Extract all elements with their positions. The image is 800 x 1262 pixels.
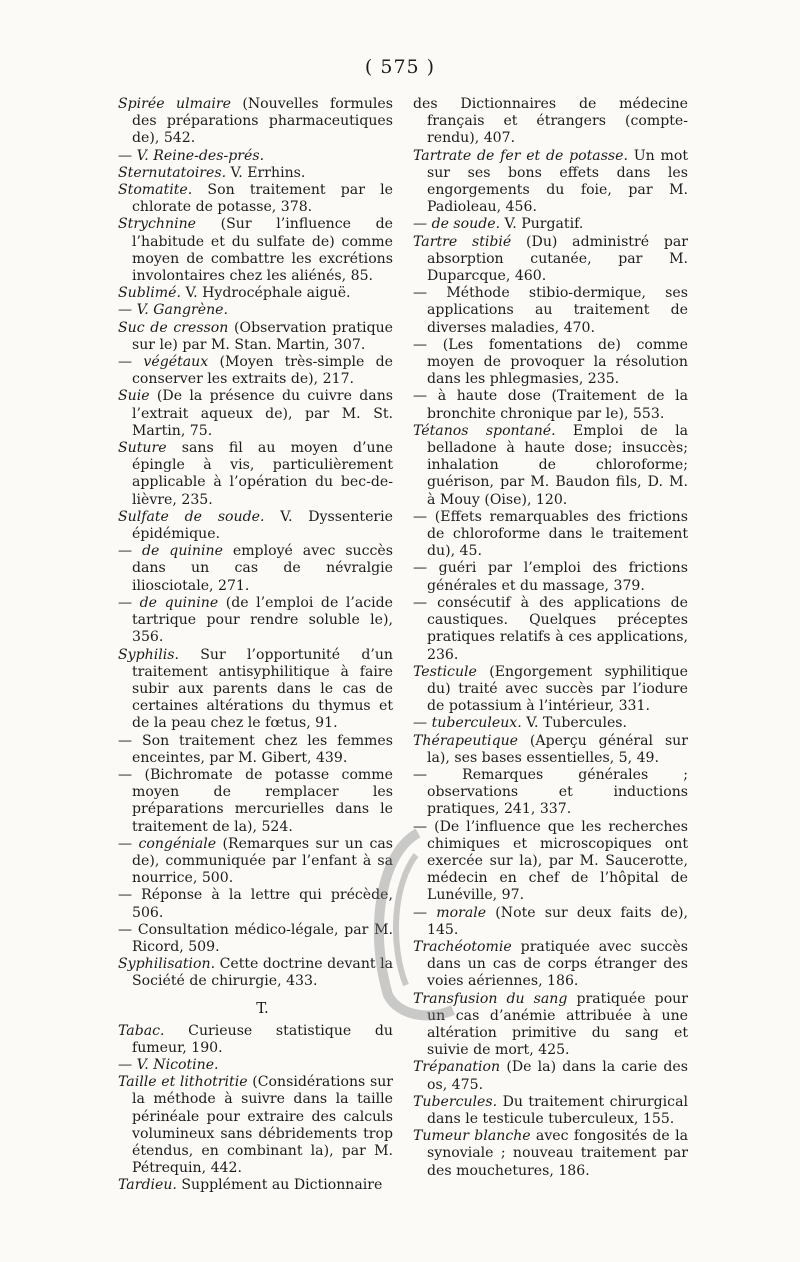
entry-text: — guéri par l’emploi des frictions générales et du massage, 379. [413, 560, 688, 594]
entry-text: avec fongosités de la synoviale ; nouveau traitement par des mouchetures, 186. [427, 1128, 688, 1179]
index-entry [413, 664, 688, 716]
entry-headword: — congéniale [118, 835, 217, 852]
entry-text: (Du) administré par absorption cutanée, par M. Duparcque, 460. [427, 233, 688, 285]
entry-text: V. Tubercules. [521, 715, 628, 732]
entry-text: (Note sur deux faits de), 145. [427, 904, 688, 938]
entry-headword: Tartre stibié [413, 233, 512, 250]
entry-headword: — de quinine [118, 594, 219, 611]
entry-text: (Moyen très-simple de conserver les extraits de), 217. [132, 354, 393, 388]
entry-text: — Consultation médico-légale, par M. Ricord, 509. [118, 921, 393, 955]
entry-text: — (Les fomentations de) comme moyen de provoquer la résolution dans les phlegmasies, 235. [413, 336, 688, 388]
entry-text: — à haute dose (Traitement de la bronchite chronique par le), 553. [413, 388, 688, 422]
entry-headword: Testicule [413, 663, 477, 680]
entry-text: des Dictionnaires de médecine français et étrangers (compte-rendu), 407. [413, 96, 688, 147]
entry-headword: Suture [118, 440, 167, 457]
right-column [413, 96, 688, 1180]
entry-headword: Tardieu. [118, 1177, 177, 1194]
index-entry [413, 96, 688, 148]
entry-text: — Réponse à la lettre qui précède, 506. [118, 887, 393, 921]
entry-headword: Thérapeutique [413, 732, 519, 749]
index-entry [118, 1057, 393, 1074]
entry-headword: — V. Nicotine. [118, 1056, 219, 1073]
entry-text: V. Errhins. [226, 164, 306, 181]
index-entry [118, 767, 393, 836]
entry-headword: Trépanation [413, 1059, 501, 1076]
entry-text: (Sur l’influence de l’habitude et du sulfate de) comme moyen de combattre les excrétions involontaires chez les aliénés, 85. [132, 216, 393, 285]
entry-text: Supplément au Dictionnaire [176, 1177, 383, 1194]
entry-text: (De la) dans la carie des os, 475. [427, 1059, 688, 1093]
entry-headword: Tartrate de fer et de potasse. [413, 147, 628, 164]
entry-headword: Tumeur blanche [413, 1128, 531, 1145]
entry-headword: Strychnine [118, 216, 196, 233]
index-entry [413, 905, 688, 939]
index-entry [118, 1074, 393, 1177]
index-entry [413, 991, 688, 1060]
index-entry [413, 1128, 688, 1180]
entry-headword: — de quinine [118, 543, 223, 560]
entry-text: (Engorgement syphilitique du) traité avec succès par l’iodure de potassium à l’intérieur, 331. [427, 663, 688, 715]
index-entry [118, 165, 393, 182]
entry-headword: Transfusion du sang [413, 990, 568, 1007]
entry-text: — (Effets remarquables des frictions de chloroforme dans le traitement du), 45. [413, 508, 688, 560]
entry-text: Cette doctrine devant la Société de chirurgie, 433. [132, 956, 393, 990]
entry-headword: Spirée ulmaire [118, 96, 231, 112]
index-entry [413, 595, 688, 664]
index-entry [118, 354, 393, 388]
index-entry [413, 388, 688, 422]
entry-text: — (Bichromate de potasse comme moyen de remplacer les préparations mercurielles dans le traitement de la), 524. [118, 766, 393, 835]
entry-headword: Tétanos spontané. [413, 422, 556, 439]
index-entry [118, 1023, 393, 1057]
index-entry [118, 216, 393, 285]
index-entry [118, 595, 393, 647]
entry-text: employé avec succès dans un cas de névralgie iliosciotale, 271. [132, 543, 393, 594]
index-entry [118, 148, 393, 165]
index-entry [413, 148, 688, 217]
entry-headword: — V. Gangrène. [118, 302, 228, 319]
entry-text: (De la présence du cuivre dans l’extrait aqueux de), par M. St. Martin, 75. [132, 388, 393, 439]
index-entry [413, 423, 688, 509]
entry-headword: Syphilis. [118, 646, 179, 663]
index-entry [118, 96, 393, 148]
entry-headword: — de soude. [413, 216, 501, 233]
index-entry [413, 285, 688, 337]
entry-text: (Aperçu général sur la), ses bases essentielles, 5, 49. [427, 732, 688, 766]
index-entry [118, 320, 393, 354]
index-entry [413, 1094, 688, 1128]
entry-text: — (De l’influence que les recherches chimiques et microscopiques ont exercée sur la), par M. Saucerotte, médecin en chef de l’hôpital de Lunéville, 97. [413, 818, 688, 904]
index-entry [413, 939, 688, 991]
entry-headword: — tuberculeux. [413, 715, 522, 732]
entry-text: (Observation pratique sur le) par M. Stan. Martin, 307. [132, 319, 394, 353]
entry-text: V. Purgatif. [500, 216, 584, 233]
entry-text: Curieuse statistique du fumeur, 190. [132, 1022, 393, 1056]
index-entry [118, 182, 393, 216]
index-entry [118, 388, 393, 440]
entry-headword: Trachéotomie [413, 938, 512, 955]
entry-headword: Taille et lithotritie [118, 1074, 248, 1091]
entry-headword: Sternutatoires. [118, 164, 227, 181]
entry-headword: — V. Reine-des-prés. [118, 147, 265, 164]
entry-headword: Tubercules. [413, 1093, 498, 1110]
entry-text: Son traitement par le chlorate de potasse, 378. [132, 182, 393, 216]
index-entry [413, 819, 688, 905]
index-entry [413, 715, 688, 732]
entry-text: (de l’emploi de l’acide tartrique pour rendre soluble le), 356. [132, 594, 394, 646]
entry-headword: — végétaux [118, 354, 209, 371]
index-entry [118, 922, 393, 956]
index-entry [118, 1177, 393, 1194]
index-entry [118, 647, 393, 733]
index-entry [118, 543, 393, 595]
index-entry [118, 887, 393, 921]
entry-headword: Stomatite. [118, 182, 193, 199]
entry-text: (Nouvelles formules des préparations pharmaceutiques de), 542. [132, 96, 393, 147]
entry-text: Emploi de la belladone à haute dose; insuccès; inhalation de chloroforme; guérison, par M. Baudon fils, D. M. à Mouy (Oise), 120. [427, 422, 688, 508]
entry-text: — consécutif à des applications de caustiques. Quelques préceptes pratiques relatifs à ces applications, 236. [413, 594, 688, 663]
entry-text: V. Hydrocéphale aiguë. [180, 285, 351, 302]
index-entry [413, 560, 688, 594]
index-entry [118, 509, 393, 543]
entry-text: Sur l’opportunité d’un traitement antisyphilitique à faire subir aux parents dans le cas de certaines altérations du thymus et de la peau chez le fœtus, 91. [132, 646, 393, 732]
entry-text: (Remarques sur un cas de), communiquée par l’enfant à sa nourrice, 500. [132, 835, 393, 887]
index-entry [118, 956, 393, 990]
entry-text: Du traitement chirurgical dans le testicule tuberculeux, 155. [427, 1093, 688, 1127]
entry-headword: Sublimé. [118, 285, 181, 302]
index-entry [413, 1059, 688, 1093]
index-entry [118, 733, 393, 767]
index-entry [413, 767, 688, 819]
index-entry [413, 733, 688, 767]
index-entry [413, 216, 688, 233]
entry-text: — Son traitement chez les femmes enceintes, par M. Gibert, 439. [118, 732, 393, 766]
index-entry [413, 234, 688, 286]
index-entry [118, 836, 393, 888]
entry-headword: Tabac. [118, 1022, 165, 1039]
entry-text: (Considérations sur la méthode à suivre dans la taille périnéale pour extraire des calculs volumineux sans débridements trop étendus, en combinant la), par M. Pétrequin, 442. [132, 1074, 394, 1177]
entry-text: V. Dyssenterie épidémique. [132, 508, 393, 543]
entry-text: — Méthode stibio-dermique, ses applications au traitement de diverses maladies, 470. [413, 285, 688, 336]
entry-headword: Syphilisation. [118, 956, 216, 973]
index-entry [118, 285, 393, 302]
index-entry [413, 337, 688, 389]
entry-text: — Remarques générales ; observations et inductions pratiques, 241, 337. [413, 766, 688, 818]
entry-headword: Suc de cresson [118, 319, 229, 336]
entry-text: pratiquée avec succès dans un cas de corps étranger des voies aériennes, 186. [427, 938, 688, 990]
index-entry [118, 302, 393, 319]
index-entry [413, 509, 688, 561]
section-letter: T. [256, 998, 269, 1017]
left-column [118, 96, 393, 1195]
entry-text: Un mot sur ses bons effets dans les engorgements du foie, par M. Padioleau, 456. [427, 147, 688, 216]
entry-headword: Sulfate de soude. [118, 508, 265, 525]
index-entry [118, 440, 393, 509]
entry-headword: — morale [413, 904, 487, 921]
entry-headword: Suie [118, 388, 150, 405]
entry-text: sans fil au moyen d’une épingle à vis, particulièrement applicable à l’opération du bec-de-lièvre, 235. [132, 440, 393, 508]
entry-text: pratiquée pour un cas d’anémie attribuée à une altération primitive du sang et suivie de mort, 425. [427, 990, 688, 1059]
page-number: ( 575 ) [364, 56, 436, 78]
